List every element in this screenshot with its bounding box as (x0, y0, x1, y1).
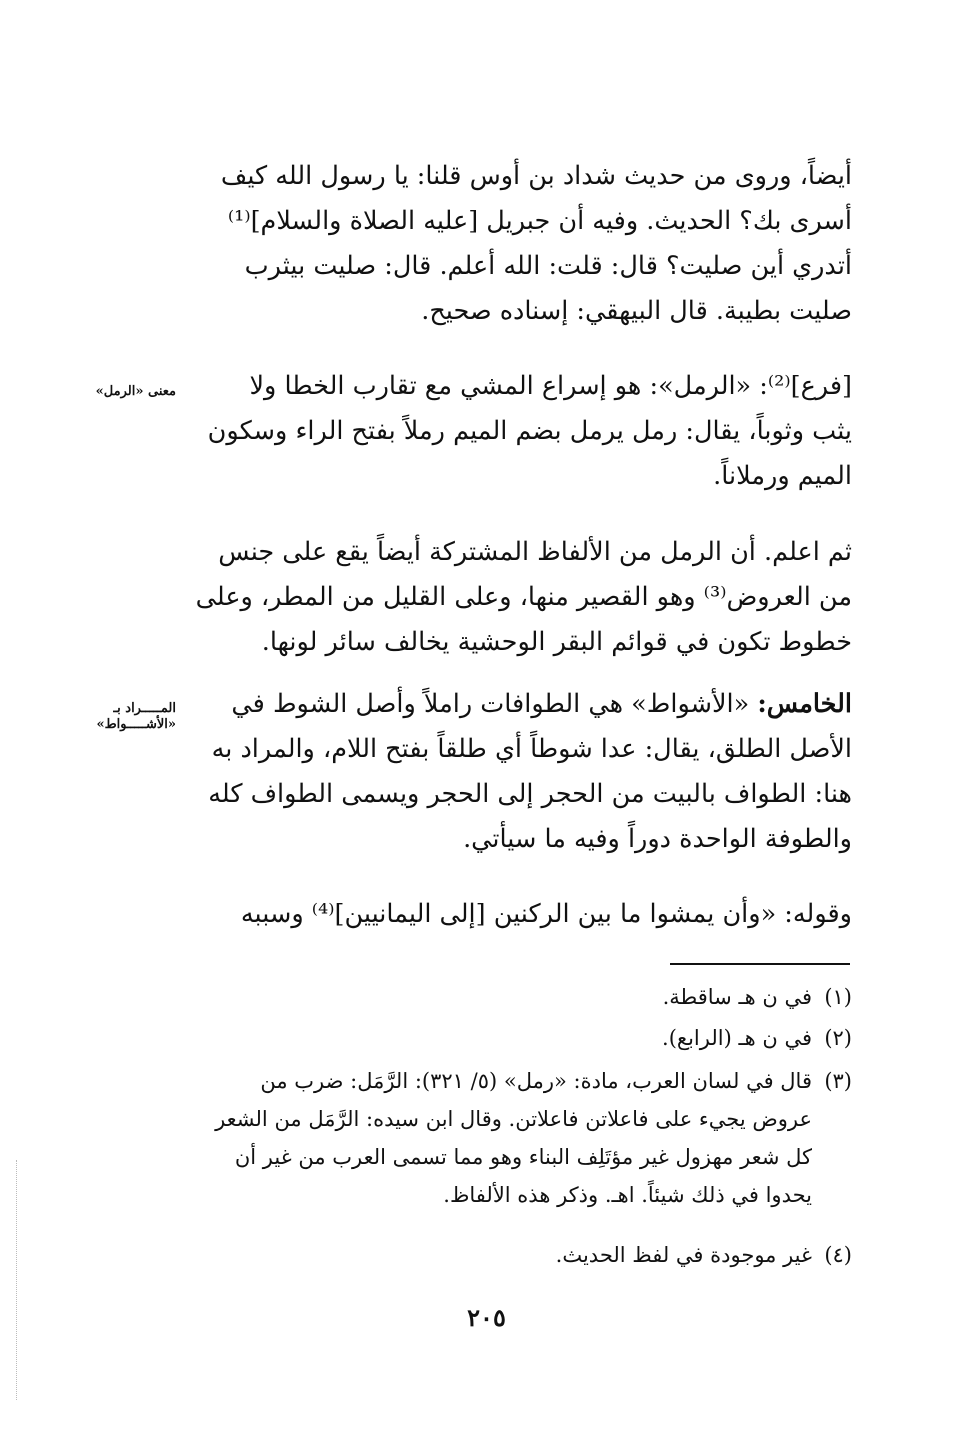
footnote-line: في ن هـ (الرابع). (662, 1026, 812, 1050)
text-line: أتدري أين صليت؟ قال: قلت: الله أعلم. قال: صليت بيثرب (244, 251, 852, 281)
text-line (182, 682, 852, 727)
text-line: أيضاً، وروى من حديث شداد بن أوس قلنا: يا رسول الله كيف (220, 161, 852, 191)
footnote-number: (٣) (824, 1069, 852, 1093)
footnote-text (182, 1236, 812, 1274)
footnote-text (182, 978, 812, 1016)
footnote-text (182, 1062, 812, 1214)
footnote-line: كل شعر مهزول غير مؤتَلِف البناء وهو مما تسمى العرب من غير أن (234, 1145, 812, 1169)
section-lead: الخامس: (757, 689, 852, 719)
footnote-line: قال في لسان العرب، مادة: «رمل» (٥/ ٣٢١): الرَّمَل: ضرب من (260, 1069, 812, 1093)
text-line: الأصل الطلق، يقال: عدا شوطاً أي طلقاً بفتح اللام، والمراد به (211, 734, 852, 764)
footnote-3 (182, 1062, 852, 1214)
footnote-number: (١) (824, 985, 852, 1009)
footnote-line: عروض يجيء على فاعلاتن فاعلاتن. وقال ابن سيده: الرَّمَل من الشعر (215, 1107, 812, 1131)
footnote-line: في ن هـ ساقطة. (662, 985, 812, 1009)
page-edge-mark (16, 1160, 18, 1400)
footnote-4 (182, 1236, 852, 1274)
footnote-1 (182, 978, 852, 1016)
text-line: الميم ورملاناً. (713, 461, 852, 491)
footnote-number: (٢) (824, 1026, 852, 1050)
margin-note-line: المـــــراد بـ (113, 701, 176, 716)
text-line: هنا: الطواف بالبيت من الحجر إلى الحجر ويسمى الطواف كله (208, 779, 852, 809)
text-line: والطوفة الواحدة دوراً وفيه ما سيأتي. (463, 824, 852, 854)
text-line: يثب وثوباً، يقال: رمل يرمل بضم الميم رملاً بفتح الراء وسكون (207, 416, 852, 446)
footnote-number: (٤) (824, 1243, 852, 1267)
text-line: [فرع]⁽²⁾: «الرمل»: هو إسراع المشي مع تقارب الخطا ولا (249, 371, 852, 401)
paragraph-2 (182, 364, 852, 499)
text-line: صليت بطيبة. قال البيهقي: إسناده صحيح. (421, 296, 852, 326)
footnote-separator (670, 963, 850, 965)
text-line: وقوله: «وأن يمشوا ما بين الركنين [إلى اليمانيين]⁽⁴⁾ وسببه (240, 899, 852, 929)
footnote-2 (182, 1019, 852, 1057)
footnote-text (182, 1019, 812, 1057)
text-line: أسرى بك؟ الحديث. وفيه أن جبريل [عليه الصلاة والسلام]⁽¹⁾ (227, 206, 852, 236)
text-line: خطوط تكون في قوائم البقر الوحشية يخالف سائر لونها. (261, 627, 852, 657)
margin-note-ashwat (96, 701, 176, 733)
paragraph-5 (182, 892, 852, 937)
page-number: ٢٠٥ (467, 1303, 506, 1332)
margin-note-raml: معنى «الرمل» (95, 384, 176, 399)
text-line: من العروض⁽³⁾ وهو القصير منها، وعلى القليل من المطر، وعلى (195, 582, 852, 612)
paragraph-3 (182, 530, 852, 665)
text-line: ثم اعلم. أن الرمل من الألفاظ المشتركة أيضاً يقع على جنس (218, 537, 852, 567)
margin-note-line: «الأشـــــواط» (96, 717, 176, 732)
paragraph-1 (182, 154, 852, 334)
footnote-line: يحدوا في ذلك شيئاً. اهـ. وذكر هذه الألفاظ. (443, 1183, 812, 1207)
footnote-line: غير موجودة في لفظ الحديث. (555, 1243, 812, 1267)
text-run: «الأشواط» هي الطوافات راملاً وأصل الشوط في (231, 689, 758, 719)
paragraph-4 (182, 682, 852, 862)
